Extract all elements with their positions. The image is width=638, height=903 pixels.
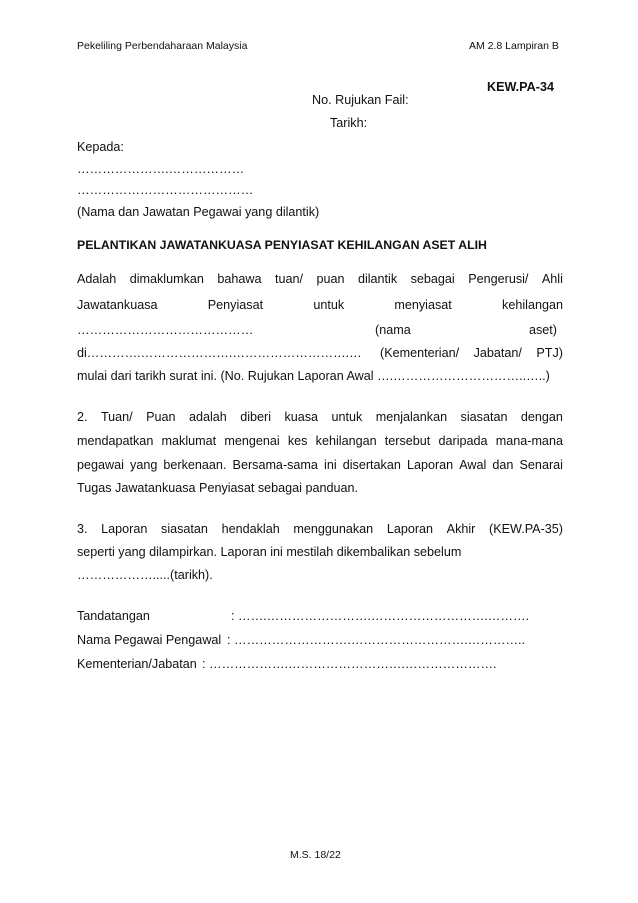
word: 3. xyxy=(77,522,88,536)
word: (Kementerian/ xyxy=(380,346,460,360)
word: Adalah xyxy=(77,272,117,286)
reference-date: Tarikh: xyxy=(330,116,368,130)
header-right: AM 2.8 Lampiran B xyxy=(469,40,559,52)
word: 2. xyxy=(77,410,88,424)
para1-line-3-mid: (nama xyxy=(375,323,411,337)
recipient-label: Kepada: xyxy=(77,140,124,154)
para2-line-4: Tugas Jawatankuasa Penyiasat sebagai panduan. xyxy=(77,481,358,495)
page-number: M.S. 18/22 xyxy=(290,849,341,861)
word: hendaklah xyxy=(221,522,280,536)
word: dilantik xyxy=(357,272,398,286)
ministry-label: Kementerian/Jabatan xyxy=(77,657,197,671)
word: menggunakan xyxy=(293,522,374,536)
word: kuasa xyxy=(284,410,319,424)
document-title: PELANTIKAN JAWATANKUASA PENYIASAT KEHILANGAN ASET ALIH xyxy=(77,238,487,252)
para1-line-4-left: di………….………………….……………………….… xyxy=(77,346,362,360)
word: berkenaan. xyxy=(163,458,227,472)
para2-line-1 xyxy=(77,410,563,424)
form-code: KEW.PA-34 xyxy=(487,80,554,94)
para2-line-3 xyxy=(77,458,563,472)
header-left: Pekeliling Perbendaharaan Malaysia xyxy=(77,40,248,52)
para1-line-3-right: aset) xyxy=(529,323,557,337)
word: Laporan xyxy=(386,522,434,536)
para1-line-5: mulai dari tarikh surat ini. (No. Rujukan Laporan Awal ….…………………………..…..) xyxy=(77,369,550,383)
word: sebagai xyxy=(410,272,455,286)
word: menjalankan xyxy=(375,410,448,424)
word: Senarai xyxy=(519,458,563,472)
word: Pengerusi/ xyxy=(468,272,529,286)
word: Laporan xyxy=(101,522,148,536)
word: Akhir xyxy=(446,522,476,536)
word: Penyiasat xyxy=(207,298,264,312)
officer-name-value: : ……………………….……………………….………….. xyxy=(227,633,526,647)
reference-number: No. Rujukan Fail: xyxy=(312,93,409,107)
word: daripada xyxy=(438,434,488,448)
word: mana-mana xyxy=(495,434,563,448)
word: Ahli xyxy=(541,272,563,286)
word: dimaklumkan xyxy=(129,272,204,286)
word: diberi xyxy=(240,410,272,424)
word: mendapatkan xyxy=(77,434,154,448)
signature-label: Tandatangan xyxy=(77,609,150,623)
word: untuk xyxy=(331,410,363,424)
word: Tuan/ xyxy=(100,410,133,424)
para3-line-3: ……………….....(tarikh). xyxy=(77,568,213,582)
para3-line-1 xyxy=(77,522,563,536)
word: Awal xyxy=(459,458,487,472)
para1-line-3-left: …………………………………… xyxy=(77,323,254,337)
recipient-line-1: ………………….……………… xyxy=(77,162,245,176)
word: kehilangan xyxy=(502,298,563,312)
word: adalah xyxy=(188,410,227,424)
word: Puan xyxy=(146,410,176,424)
word: untuk xyxy=(313,298,345,312)
word: puan xyxy=(316,272,345,286)
word: mengenai xyxy=(224,434,280,448)
word: menyiasat xyxy=(394,298,452,312)
word: siasatan xyxy=(460,410,508,424)
word: (KEW.PA-35) xyxy=(489,522,563,536)
para2-line-2 xyxy=(77,434,563,448)
para1-line-1 xyxy=(77,272,563,286)
para1-line-2 xyxy=(77,298,563,312)
recipient-line-2: …………………………………… xyxy=(77,183,254,197)
word: dan xyxy=(492,458,514,472)
word: Jawatankuasa xyxy=(77,298,158,312)
word: Bersama-sama xyxy=(232,458,318,472)
word: tersebut xyxy=(384,434,431,448)
word: Jabatan/ xyxy=(473,346,522,360)
word: kehilangan xyxy=(315,434,377,448)
word: siasatan xyxy=(161,522,208,536)
word: kes xyxy=(287,434,308,448)
word: disertakan xyxy=(342,458,401,472)
word: tuan/ xyxy=(274,272,303,286)
word: bahawa xyxy=(217,272,262,286)
word: pegawai xyxy=(77,458,124,472)
ministry-value: : ……………….……………………….…………………. xyxy=(202,657,497,671)
word: dengan xyxy=(520,410,563,424)
word: maklumat xyxy=(161,434,217,448)
word: Laporan xyxy=(406,458,454,472)
signature-value: : …….…………………….……………………….………. xyxy=(231,609,530,623)
para1-line-4-right xyxy=(380,346,563,360)
officer-name-label: Nama Pegawai Pengawal xyxy=(77,633,222,647)
para3-line-2: seperti yang dilampirkan. Laporan ini mestilah dikembalikan sebelum xyxy=(77,545,462,559)
recipient-note: (Nama dan Jawatan Pegawai yang dilantik) xyxy=(77,205,320,219)
word: yang xyxy=(130,458,158,472)
word: PTJ) xyxy=(536,346,563,360)
word: ini xyxy=(324,458,337,472)
